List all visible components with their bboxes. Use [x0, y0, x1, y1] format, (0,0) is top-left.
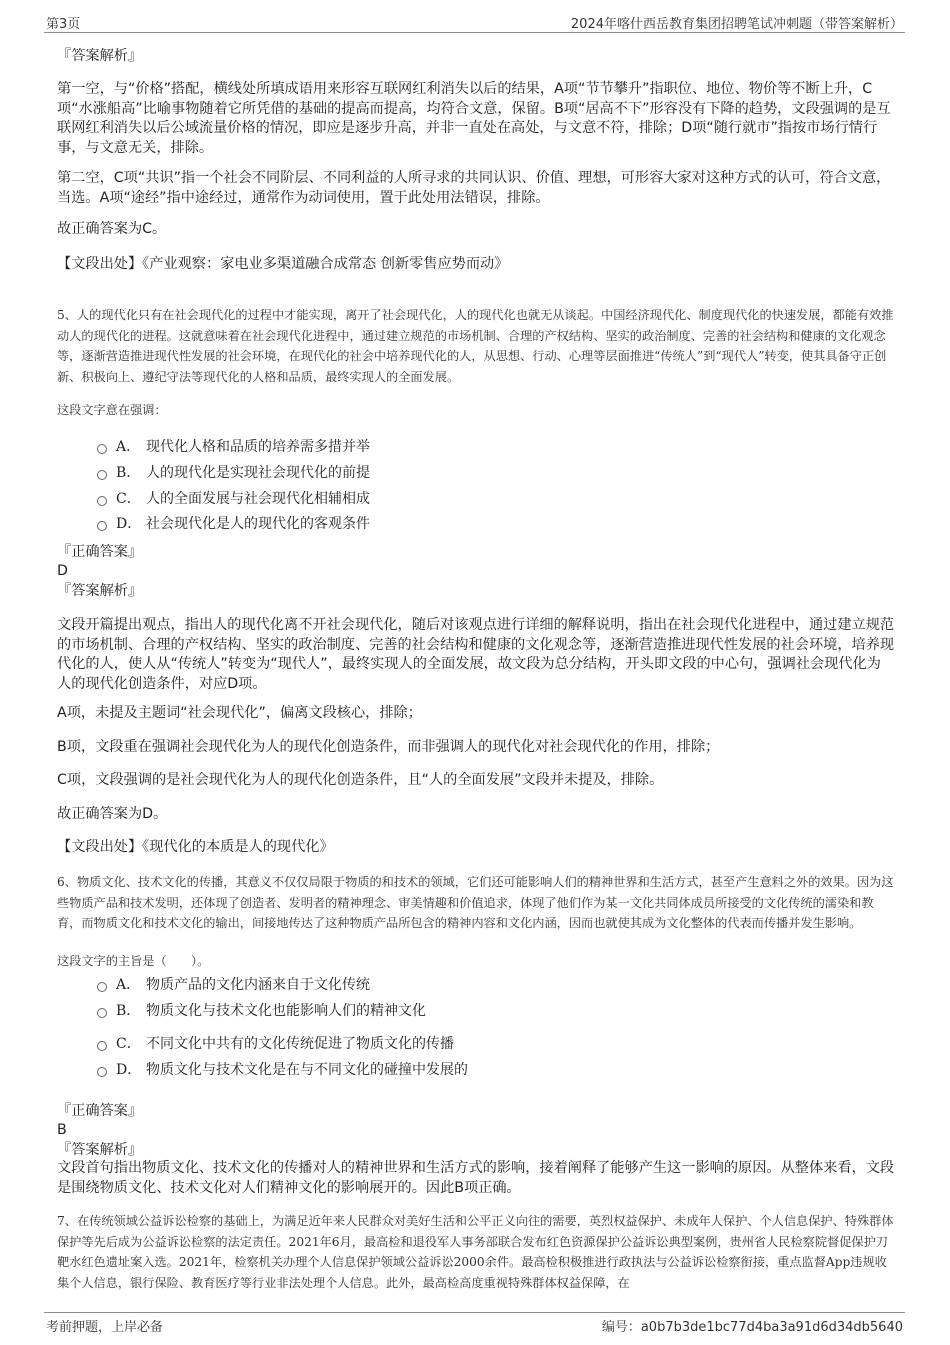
option-a-note: A项，未提及主题词“社会现代化”，偏离文段核心，排除；: [57, 705, 422, 721]
correct-answer-value: D: [57, 563, 68, 579]
question-6-analysis: 文段首句指出物质文化、技术文化的传播对人的精神世界和生活方式的影响，接着阐释了能够产生这一影响的原因。从整体来看，文段是围绕物质文化、技术文化对人们精神文化的影响展开的。因此B项正确。: [57, 1160, 895, 1196]
question-5-stem: 5、人的现代化只有在社会现代化的过程中才能实现，离开了社会现代化，人的现代化也就无从谈起。中国经济现代化、制度现代化的快速发展，都能有效推动人的现代化的进程。这就意味着在社会现代化进程中，通过建立规范的市场机制、合理的产权结构、坚实的政治制度、完善的社会结构和健康的文化观念等，逐渐营造推进现代性发展的社会环境，在现代化的社会中培养现代化的人，从思想、行动、心理等层面推进“传统人”到“现代人”转变，使其具备守正创新、积极向上、遵纪守法等现代化的人格和品质，最终实现人的全面发展。: [57, 308, 894, 384]
radio-button-icon[interactable]: [97, 982, 107, 992]
option-b-note: B项，文段重在强调社会现代化为人的现代化创造条件，而非强调人的现代化对社会现代化的作用，排除；: [57, 739, 720, 755]
question-5-option-a[interactable]: A． 现代化人格和品质的培养需多措并举: [97, 437, 370, 457]
correct-answer-statement: 故正确答案为C。: [57, 221, 167, 237]
question-6-option-c[interactable]: C． 不同文化中共有的文化传统促进了物质文化的传播: [97, 1034, 454, 1054]
answer-analysis-label: 『答案解析』: [57, 1142, 143, 1158]
page-number: 第3页: [46, 17, 81, 32]
source-citation: 【文段出处】《产业观察：家电业多渠道融合成常态 创新零售应势而动》: [57, 256, 509, 272]
document-title: 2024年喀什西岳教育集团招聘笔试冲刺题（带答案解析）: [570, 17, 903, 32]
question-5-option-c[interactable]: C． 人的全面发展与社会现代化相辅相成: [97, 489, 370, 509]
question-5-option-b[interactable]: B． 人的现代化是实现社会现代化的前提: [97, 463, 370, 483]
radio-button-icon[interactable]: [97, 521, 107, 531]
question-7-stem: 7、在传统领域公益诉讼检察的基础上，为满足近年来人民群众对美好生活和公平正义向往的需要，英烈权益保护、未成年人保护、个人信息保护、特殊群体保护等先后成为公益诉讼检察的法定责任。2021年6月，最高检和退役军人事务部联合发布红色资源保护公益诉讼典型案例，贵州省人民检察院督促保护刀靶水红色遗址案入选。2021年，检察机关办理个人信息保护领域公益诉讼2000余件。最高检积极推进行政执法与公益诉讼检察衔接，重点监督App违规收集个人信息，银行保险、教育医疗等行业非法处理个人信息。此外，最高检高度重视特殊群体权益保障，在: [57, 1214, 894, 1290]
source-citation: 【文段出处】《现代化的本质是人的现代化》: [57, 839, 334, 855]
page-footer: [44, 1312, 905, 1341]
correct-answer-statement: 故正确答案为D。: [57, 806, 168, 822]
question-6-option-b[interactable]: B． 物质文化与技术文化也能影响人们的精神文化: [97, 1001, 426, 1021]
page-header: [44, 8, 905, 33]
radio-button-icon[interactable]: [97, 470, 107, 480]
correct-answer-value: B: [57, 1122, 67, 1138]
correct-answer-label: 『正确答案』: [57, 544, 143, 560]
footer-slogan: 考前押题，上岸必备: [46, 1320, 164, 1335]
question-6-option-d[interactable]: D． 物质文化与技术文化是在与不同文化的碰撞中发展的: [97, 1060, 468, 1080]
analysis-paragraph-2: 第二空，C项“共识”指一个社会不同阶层、不同利益的人所寻求的共同认识、价值、理想，可形容大家对这种方式的认可，符合文意，当选。A项“途经”指中途经过，通常作为动词使用，置于此处用法错误，排除。: [57, 170, 891, 206]
question-6-option-a[interactable]: A． 物质产品的文化内涵来自于文化传统: [97, 975, 370, 995]
question-5-option-d[interactable]: D． 社会现代化是人的现代化的客观条件: [97, 514, 370, 534]
question-5-analysis: 文段开篇提出观点，指出人的现代化离不开社会现代化，随后对该观点进行详细的解释说明，指出在社会现代化进程中，通过建立规范的市场机制、合理的产权结构、坚实的政治制度、完善的社会结构和健康的文化观念等，逐渐营造推进现代性发展的社会环境，培养现代化的人，使人从“传统人”转变为“现代人”，最终实现人的全面发展，故文段为总分结构，开头即文段的中心句，强调社会现代化为人的现代化创造条件，对应D项。: [57, 617, 895, 692]
question-5-prompt: 这段文字意在强调：: [57, 403, 167, 417]
option-c-note: C项，文段强调的是社会现代化为人的现代化创造条件，且“人的全面发展”文段并未提及，排除。: [57, 772, 664, 788]
answer-analysis-label: 『答案解析』: [57, 583, 143, 599]
radio-button-icon[interactable]: [97, 1067, 107, 1077]
radio-button-icon[interactable]: [97, 444, 107, 454]
radio-button-icon[interactable]: [97, 1041, 107, 1051]
radio-button-icon[interactable]: [97, 1008, 107, 1018]
question-6-stem: 6、物质文化、技术文化的传播，其意义不仅仅局限于物质的和技术的领域，它们还可能影响人们的精神世界和生活方式，甚至产生意料之外的效果。因为这些物质产品和技术发明，还体现了创造者、发明者的精神理念、审美情趣和价值追求，体现了他们作为某一文化共同体成员所接受的文化传统的濡染和教育，而物质文化和技术文化的输出，间接地传达了这种物质产品所包含的精神内容和文化内涵，因而也就使其成为文化整体的代表而传播并发生影响。: [57, 875, 894, 930]
answer-analysis-label: 『答案解析』: [57, 48, 143, 64]
radio-button-icon[interactable]: [97, 496, 107, 506]
document-code: 编号：a0b7b3de1bc77d4ba3a91d6d34db5640: [601, 1320, 903, 1335]
analysis-paragraph-1: 第一空，与“价格”搭配，横线处所填成语用来形容互联网红利消失以后的结果，A项“节节攀升”指职位、地位、物价等不断上升，C项“水涨船高”比喻事物随着它所凭借的基础的提高而提高，均符合文意，保留。B项“居高不下”形容没有下降的趋势，文段强调的是互联网红利消失以后公域流量价格的情况，即应是逐步升高，并非一直处在高处，与文意不符，排除；D项“随行就市”指按市场行情行事，与文意无关，排除。: [57, 81, 891, 156]
correct-answer-label: 『正确答案』: [57, 1103, 143, 1119]
question-6-prompt: 这段文字的主旨是（ ）。: [57, 954, 210, 968]
